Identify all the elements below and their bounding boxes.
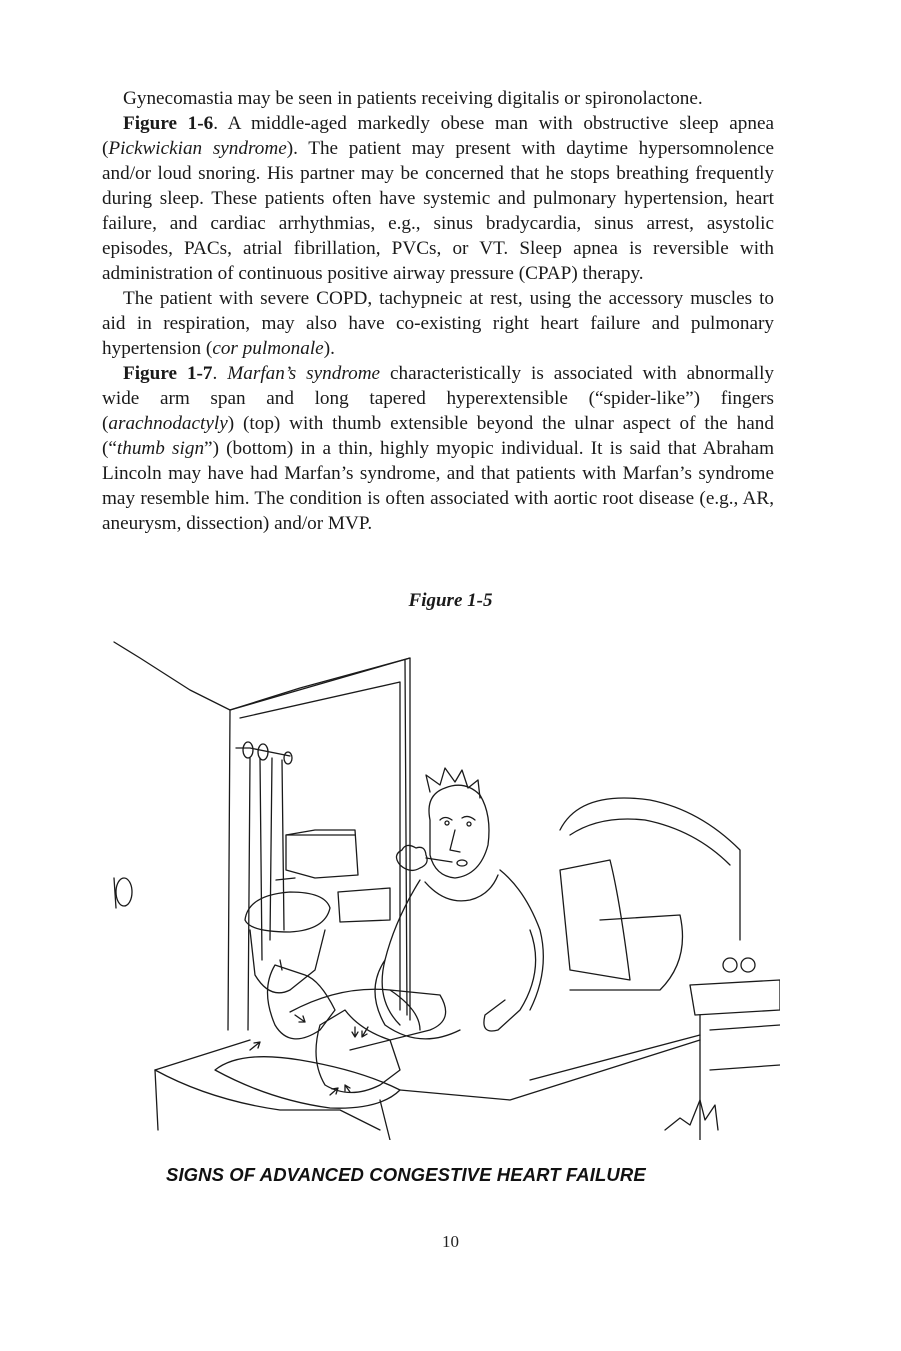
italic-term: thumb sign <box>116 438 205 459</box>
text-run: . <box>212 363 228 384</box>
body-text <box>102 86 774 536</box>
figure-caption: SIGNS OF ADVANCED CONGESTIVE HEART FAILURE <box>166 1164 646 1185</box>
italic-term: Pickwickian syndrome <box>108 138 287 159</box>
italic-term: arachnodactyly <box>108 413 228 434</box>
heart-failure-drawing-icon <box>100 630 780 1140</box>
figure-reference: Figure 1-6 <box>123 113 214 134</box>
paragraph <box>102 286 774 361</box>
italic-term: Marfan’s syndrome <box>227 363 381 384</box>
text-run: Gynecomastia may be seen in patients receiving digitalis or spironolactone. <box>123 88 703 109</box>
italic-term: cor pulmonale <box>212 338 324 359</box>
figure-illustration <box>100 630 780 1140</box>
text-run: ). <box>323 338 335 359</box>
text-run: ”) (bottom) in a thin, highly myopic individual. It is said that Abraham Lincoln may have had Marfan’s syndrome, and that patients with Marfan’s syndrome may resemble him. The condition is often associated with aortic root disease (e.g., AR, aneurysm, dissection) and/or MVP. <box>102 438 774 534</box>
paragraph <box>102 86 774 111</box>
text-run: ). The patient may present with daytime hypersomnolence and/or loud snoring. His partner may be concerned that he stops breathing frequently during sleep. These patients often have systemic and pulmonary hypertension, heart failure, and cardiac arrhythmias, e.g., sinus bradycardia, sinus arrest, asystolic episodes, PACs, atrial fibrillation, PVCs, or VT. Sleep apnea is reversible with administration of continuous positive airway pressure (CPAP) therapy. <box>102 138 774 284</box>
text-run: The patient with severe COPD, tachypneic at rest, using the accessory muscles to aid in respiration, may also have co-existing right heart failure and pulmonary hypertension ( <box>102 288 774 359</box>
paragraph <box>102 111 774 286</box>
figure-label: Figure 1-5 <box>408 590 493 611</box>
text-run: ) (top) with thumb extensible beyond the ulnar aspect of the hand (“ <box>102 413 774 459</box>
text-run: . A middle-aged markedly obese man with obstructive sleep apnea ( <box>102 113 774 159</box>
page-number: 10 <box>442 1232 459 1251</box>
text-run: characteristically is associated with abnormally wide arm span and long tapered hyperextensible (“spider-like”) fingers ( <box>102 363 774 434</box>
figure-reference: Figure 1-7 <box>123 363 213 384</box>
paragraph <box>102 361 774 536</box>
